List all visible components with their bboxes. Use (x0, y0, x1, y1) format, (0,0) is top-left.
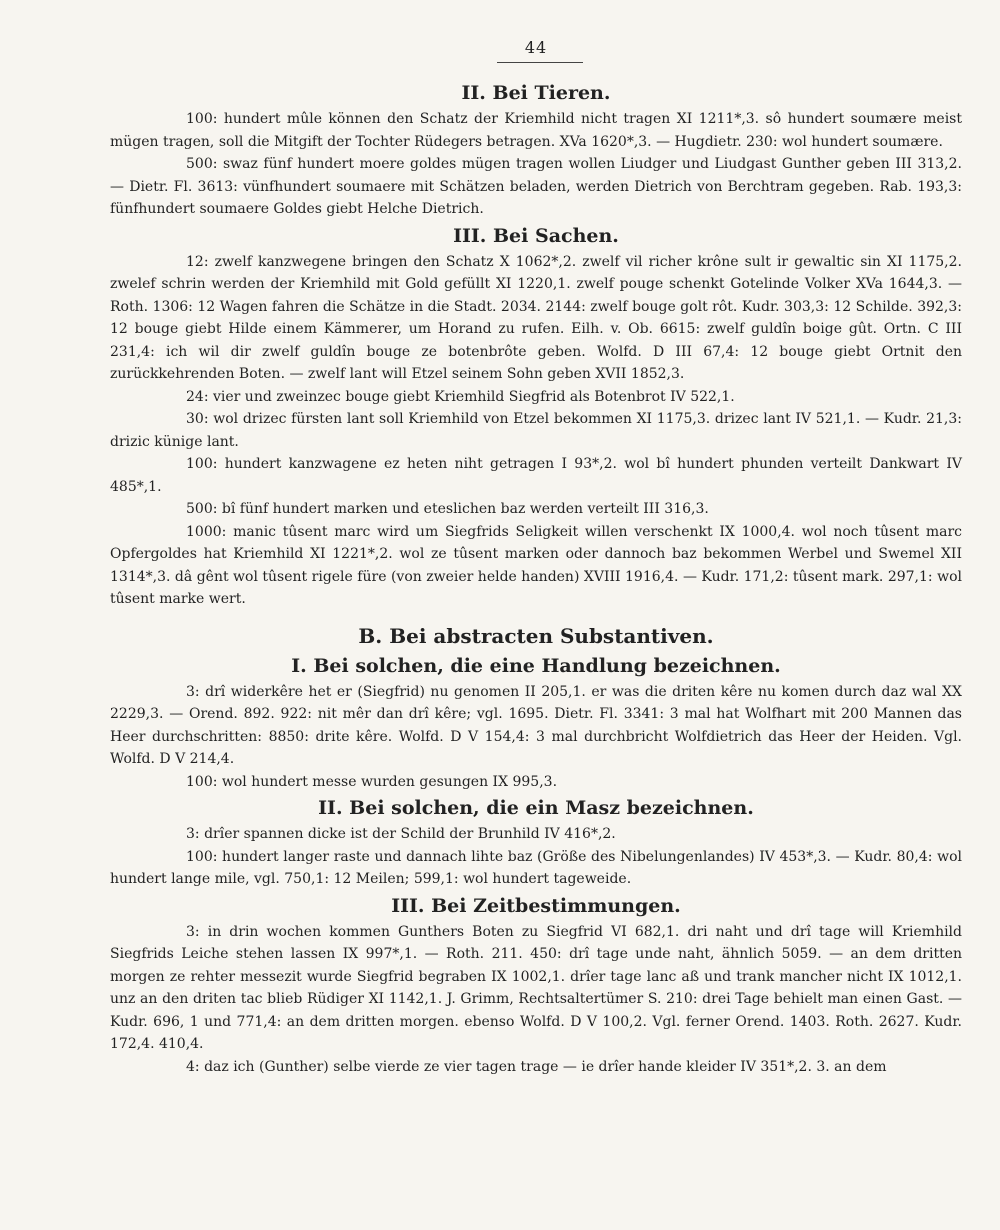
document-page (110, 0, 962, 1230)
paragraph: 3: drîer spannen dicke ist der Schild der Brunhild IV 416*,2. (186, 826, 616, 842)
page-content (110, 78, 962, 1078)
paragraph: 500: bî fünf hundert marken und eteslichen baz werden verteilt III 316,3. (186, 501, 709, 517)
paragraph: 24: vier und zweinzec bouge giebt Kriemhild Siegfrid als Botenbrot IV 522,1. (186, 388, 735, 405)
paragraph: 12: zwelf kanzwegene bringen den Schatz X 1062*,2. zwelf vil richer krône sult ir gewaltic sin XI 1175,2. zwelef schrin werden der Kriemhild mit Gold gefüllt XI 1220,1. zwelf pouge schenkt Gotelinde Volker XVa 1644,3. — Roth. 1306: 12 Wagen fahren die Schätze in die Stadt. 2034. 2144: zwelf bouge golt rôt. Kudr. 303,3: 12 Schilde. 392,3: 12 bouge giebt Hilde einem Kämmerer, um Horand zu rufen. Eilh. v. Ob. 6615: zwelf guldîn boige gût. Ortn. C III 231,4: ich wil dir zwelf guldîn bouge ze botenbrôte geben. Wolfd. D III 67,4: 12 bouge giebt Ortnit den zurückkehrenden Boten. — zwelf lant will Etzel seinem Sohn geben XVII 1852,3. (110, 253, 962, 382)
paragraph: 500: swaz fünf hundert moere goldes mügen tragen wollen Liudger und Liudgast Gunther geben III 313,2. — Dietr. Fl. 3613: vünfhundert soumaere mit Schätzen beladen, werden Dietrich von Berchtram gegeben. Rab. 193,3: fünfhundert soumaere Goldes giebt Helche Dietrich. (110, 156, 962, 217)
paragraph: 3: drî widerkêre het er (Siegfrid) nu genomen II 205,1. er was die driten kêre nu komen durch daz wal XX 2229,3. — Orend. 892. 922: nit mêr dan drî kêre; vgl. 1695. Dietr. Fl. 3341: 3 mal hat Wolfhart mit 200 Mannen das Heer durchschritten: 8850: drite kêre. Wolfd. D V 154,4: 3 mal durchbricht Wolfdietrich das Heer der Heiden. Vgl. Wolfd. D V 214,4. (110, 683, 962, 767)
paragraph: 100: hundert langer raste und dannach lihte baz (Größe des Nibelungenlandes) IV 453*,3. — Kudr. 80,4: wol hundert lange mile, vgl. 750,1: 12 Meilen; 599,1: wol hundert tageweide. (110, 848, 962, 887)
section-heading-zeitbestimmungen: III. Bei Zeitbestimmungen. (391, 894, 681, 917)
chapter-heading-abstracte-substantive: B. Bei abstracten Substantiven. (358, 623, 714, 648)
paragraph: 3: in drin wochen kommen Gunthers Boten zu Siegfrid VI 682,1. dri naht und drî tage will Kriemhild Siegfrids Leiche stehen lassen IX 997*,1. — Roth. 211. 450: drî tage unde naht, ähnlich 5059. — an dem dritten morgen ze rehter messezit wurde Siegfrid begraben IX 1002,1. drîer tage lanc aß und trank mancher nicht IX 1012,1. unz an den driten tac blieb Rüdiger XI 1142,1. J. Grimm, Rechtsaltertümer S. 210: drei Tage behielt man einen Gast. — Kudr. 696, 1 und 771,4: an dem dritten morgen. ebenso Wolfd. D V 100,2. Vgl. ferner Orend. 1403. Roth. 2627. Kudr. 172,4. 410,4. (110, 923, 962, 1052)
paragraph: 1000: manic tûsent marc wird um Siegfrids Seligkeit willen verschenkt IX 1000,4. wol noch tûsent marc Opfergoldes hat Kriemhild XI 1221*,2. wol ze tûsent marken oder dannoch baz bekommen Werbel und Swemel XII 1314*,3. dâ gênt wol tûsent rigele füre (von zweier helde handen) XVIII 1916,4. — Kudr. 171,2: tûsent mark. 297,1: wol tûsent marke wert. (110, 523, 962, 607)
paragraph: 4: daz ich (Gunther) selbe vierde ze vier tagen trage — ie drîer hande kleider IV 351*,2. 3. an dem (186, 1058, 887, 1075)
section-heading-sachen: III. Bei Sachen. (453, 224, 619, 247)
paragraph: 30: wol drizec fürsten lant soll Kriemhild von Etzel bekommen XI 1175,3. drizec lant IV 521,1. — Kudr. 21,3: drizic künige lant. (110, 411, 962, 450)
page-number: 44 (524, 38, 548, 57)
section-heading-tieren: II. Bei Tieren. (461, 82, 611, 104)
paragraph: 100: wol hundert messe wurden gesungen IX 995,3. (186, 773, 558, 790)
section-heading-masz: II. Bei solchen, die ein Masz bezeichnen. (318, 797, 754, 819)
page-number-rule (497, 62, 583, 63)
paragraph: 100: hundert kanzwagene ez heten niht getragen I 93*,2. wol bî hundert phunden verteilt Dankwart IV 485*,1. (110, 456, 962, 495)
section-heading-handlung: I. Bei solchen, die eine Handlung bezeichnen. (291, 654, 781, 677)
paragraph: 100: hundert mûle können den Schatz der Kriemhild nicht tragen XI 1211*,3. sô hundert soumære meist mügen tragen, soll die Mitgift der Tochter Rüdegers betragen. XVa 1620*,3. — Hugdietr. 230: wol hundert soumære. (110, 111, 962, 150)
